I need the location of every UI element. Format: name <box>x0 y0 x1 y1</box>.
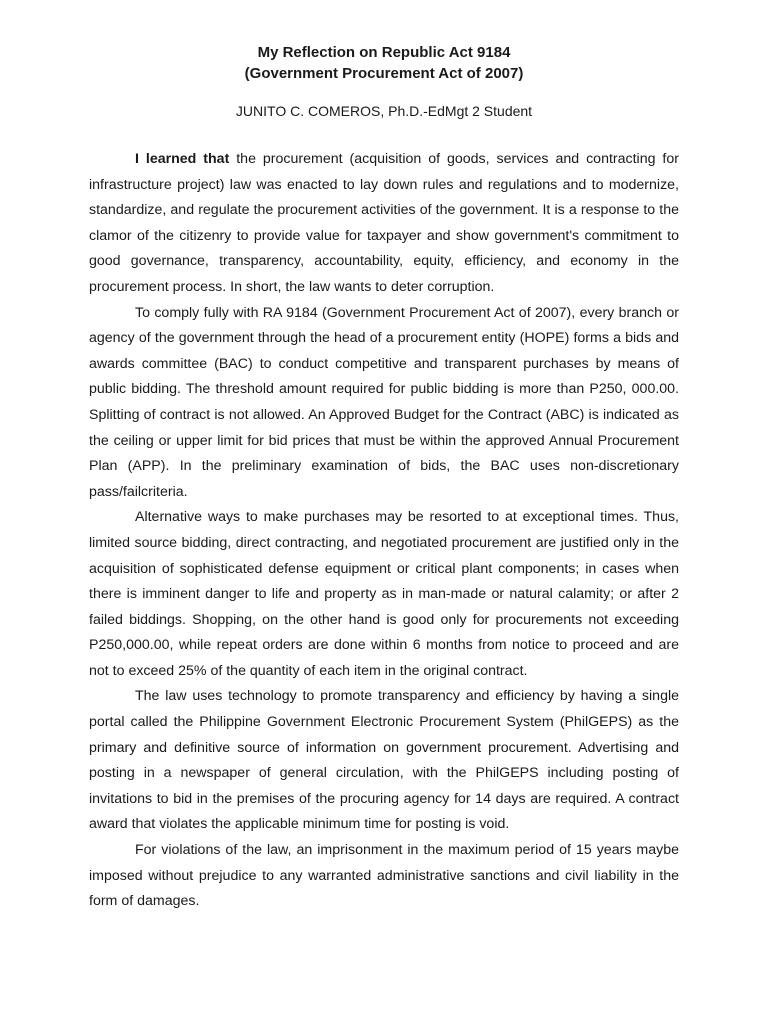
paragraph-3: Alternative ways to make purchases may be resorted to at exceptional times. Thus, limited source bidding, direct contracting, and negotiated procurement are justified only in the acquisition of sophisticated defense equipment or critical plant components; in cases when there is imminent danger to life and property as in man-made or natural calamity; or after 2 failed biddings. Shopping, on the other hand is good only for procurements not exceeding P250,000.00, while repeat orders are done within 6 months from notice to proceed and are not to exceed 25% of the quantity of each item in the original contract. <box>89 509 679 679</box>
title-line-1: My Reflection on Republic Act 9184 <box>257 44 511 61</box>
paragraph-1 <box>89 147 679 301</box>
paragraph-1-lead: I learned that <box>135 151 230 167</box>
paragraph-1-text: the procurement (acquisition of goods, services and contracting for infrastructure project) law was enacted to lay down rules and regulations and to modernize, standardize, and regulate the procurement activities of the government. It is a response to the clamor of the citizenry to provide value for taxpayer and show government's commitment to good governance, transparency, accountability, equity, efficiency, and economy in the procurement process. In short, the law wants to deter corruption. <box>89 151 679 295</box>
paragraph-4: The law uses technology to promote transparency and efficiency by having a single portal called the Philippine Government Electronic Procurement System (PhilGEPS) as the primary and definitive source of information on government procurement. Advertising and posting in a newspaper of general circulation, with the PhilGEPS including posting of invitations to bid in the premises of the procuring agency for 14 days are required. A contract award that violates the applicable minimum time for posting is void. <box>89 688 679 833</box>
title-line-2: (Government Procurement Act of 2007) <box>244 65 524 82</box>
author-line: JUNITO C. COMEROS, Ph.D.-EdMgt 2 Student <box>235 103 533 119</box>
paragraph-5: For violations of the law, an imprisonment in the maximum period of 15 years maybe imposed without prejudice to any warranted administrative sanctions and civil liability in the form of damages. <box>89 842 679 910</box>
paragraph-2: To comply fully with RA 9184 (Government Procurement Act of 2007), every branch or agency of the government through the head of a procurement entity (HOPE) forms a bids and awards committee (BAC) to conduct competitive and transparent purchases by means of public bidding. The threshold amount required for public bidding is more than P250, 000.00. Splitting of contract is not allowed. An Approved Budget for the Contract (ABC) is indicated as the ceiling or upper limit for bid prices that must be within the approved Annual Procurement Plan (APP). In the preliminary examination of bids, the BAC uses non-discretionary pass/failcriteria. <box>89 304 679 500</box>
document-body <box>89 147 679 915</box>
